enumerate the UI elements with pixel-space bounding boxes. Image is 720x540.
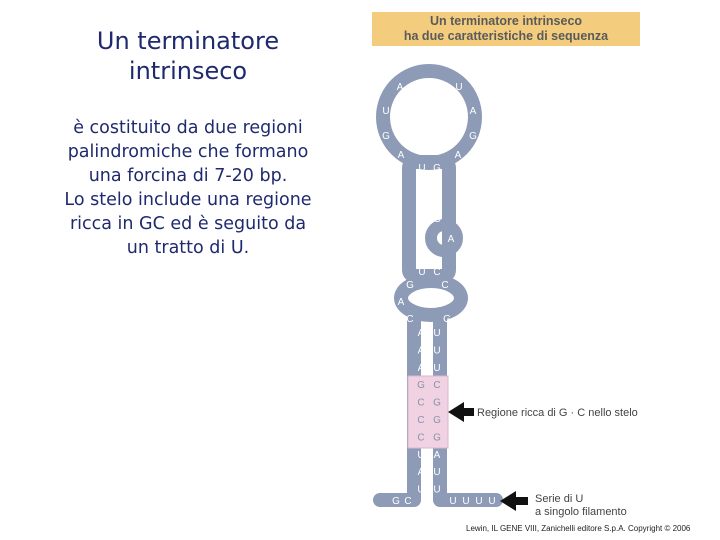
base-letter: G [417, 380, 425, 392]
base-letter: U [462, 496, 470, 507]
arrow-u-tract [500, 491, 528, 511]
base-letter: A [397, 150, 405, 161]
banner-line1: Un terminatore intrinseco [429, 14, 583, 28]
base-letter: G [433, 163, 441, 174]
base-letter: G [382, 131, 390, 142]
base-letter: A [417, 345, 425, 357]
copyright-note: Lewin, IL GENE VIII, Zanichelli editore S.p.A. Copyright © 2006 [466, 524, 691, 533]
base-letter: C [418, 214, 426, 225]
upper-stem-left [418, 163, 426, 278]
base-letter: C [417, 432, 425, 444]
base-letter: U [417, 484, 425, 496]
base-letter: G [406, 280, 414, 291]
base-letter: U [418, 267, 426, 278]
base-letter: U [433, 362, 441, 374]
base-letter: G [443, 314, 451, 325]
desc-line: Lo stelo include una regione [64, 190, 312, 210]
bulge-base-right: A [447, 234, 455, 245]
base-letter: U [488, 496, 496, 507]
base-letter: A [417, 362, 425, 374]
base-letter: U [417, 449, 425, 461]
upper-stem-right [433, 163, 441, 278]
base-letter: C [433, 197, 441, 208]
base-letter: A [417, 467, 425, 479]
base-letter: C [433, 180, 441, 191]
base-letter: U [433, 328, 441, 339]
base-letter: C [404, 496, 412, 507]
banner-line2: ha due caratteristiche di sequenza [403, 29, 609, 43]
base-letter: U [418, 250, 426, 261]
base-letter: U [449, 496, 457, 507]
desc-line: palindromiche che formano [67, 142, 309, 162]
label-u-tract-line2: a singolo filamento [535, 506, 627, 518]
base-letter: G [392, 496, 400, 507]
base-letter: C [406, 314, 414, 325]
label-u-tract-line1: Serie di U [535, 493, 584, 505]
base-letter: C [433, 380, 441, 392]
base-letter: U [433, 345, 441, 357]
base-letter: U [455, 82, 463, 93]
desc-line: ricca in GC ed è seguito da [69, 214, 307, 234]
base-letter: G [433, 432, 441, 444]
base-letter: G [433, 214, 441, 225]
desc-line: è costituito da due regioni [73, 118, 303, 138]
label-gc-region: Regione ricca di G · C nello stelo [477, 407, 638, 419]
base-letter: G [433, 397, 441, 409]
base-letter: C [417, 415, 425, 426]
base-letter: A [396, 82, 404, 93]
desc-line: un tratto di U. [126, 238, 250, 258]
base-letter: U [418, 163, 426, 174]
base-letter: C [433, 267, 441, 278]
base-letter: G [469, 131, 477, 142]
slide-title-line1: Un terminatore [96, 27, 280, 55]
base-letter: U [382, 106, 390, 117]
base-letter: U [475, 496, 483, 507]
base-letter: A [454, 150, 462, 161]
base-letter: G [418, 180, 426, 191]
base-letter: U [433, 467, 441, 479]
base-letter: C [441, 280, 449, 291]
bulge-base-left: A [397, 297, 405, 308]
arrow-gc-region [448, 402, 474, 422]
base-letter: A [469, 106, 477, 117]
base-letter: U [418, 197, 426, 208]
base-letter: U [433, 484, 441, 496]
desc-line: una forcina di 7-20 bp. [88, 166, 288, 186]
base-letter: C [418, 232, 426, 243]
base-letter: G [433, 415, 441, 426]
base-letter: C [417, 397, 425, 409]
slide-title-line2: intrinseco [128, 57, 248, 85]
base-letter: A [433, 449, 441, 461]
gc-rich-highlight [408, 376, 448, 448]
base-letter: A [417, 328, 425, 339]
